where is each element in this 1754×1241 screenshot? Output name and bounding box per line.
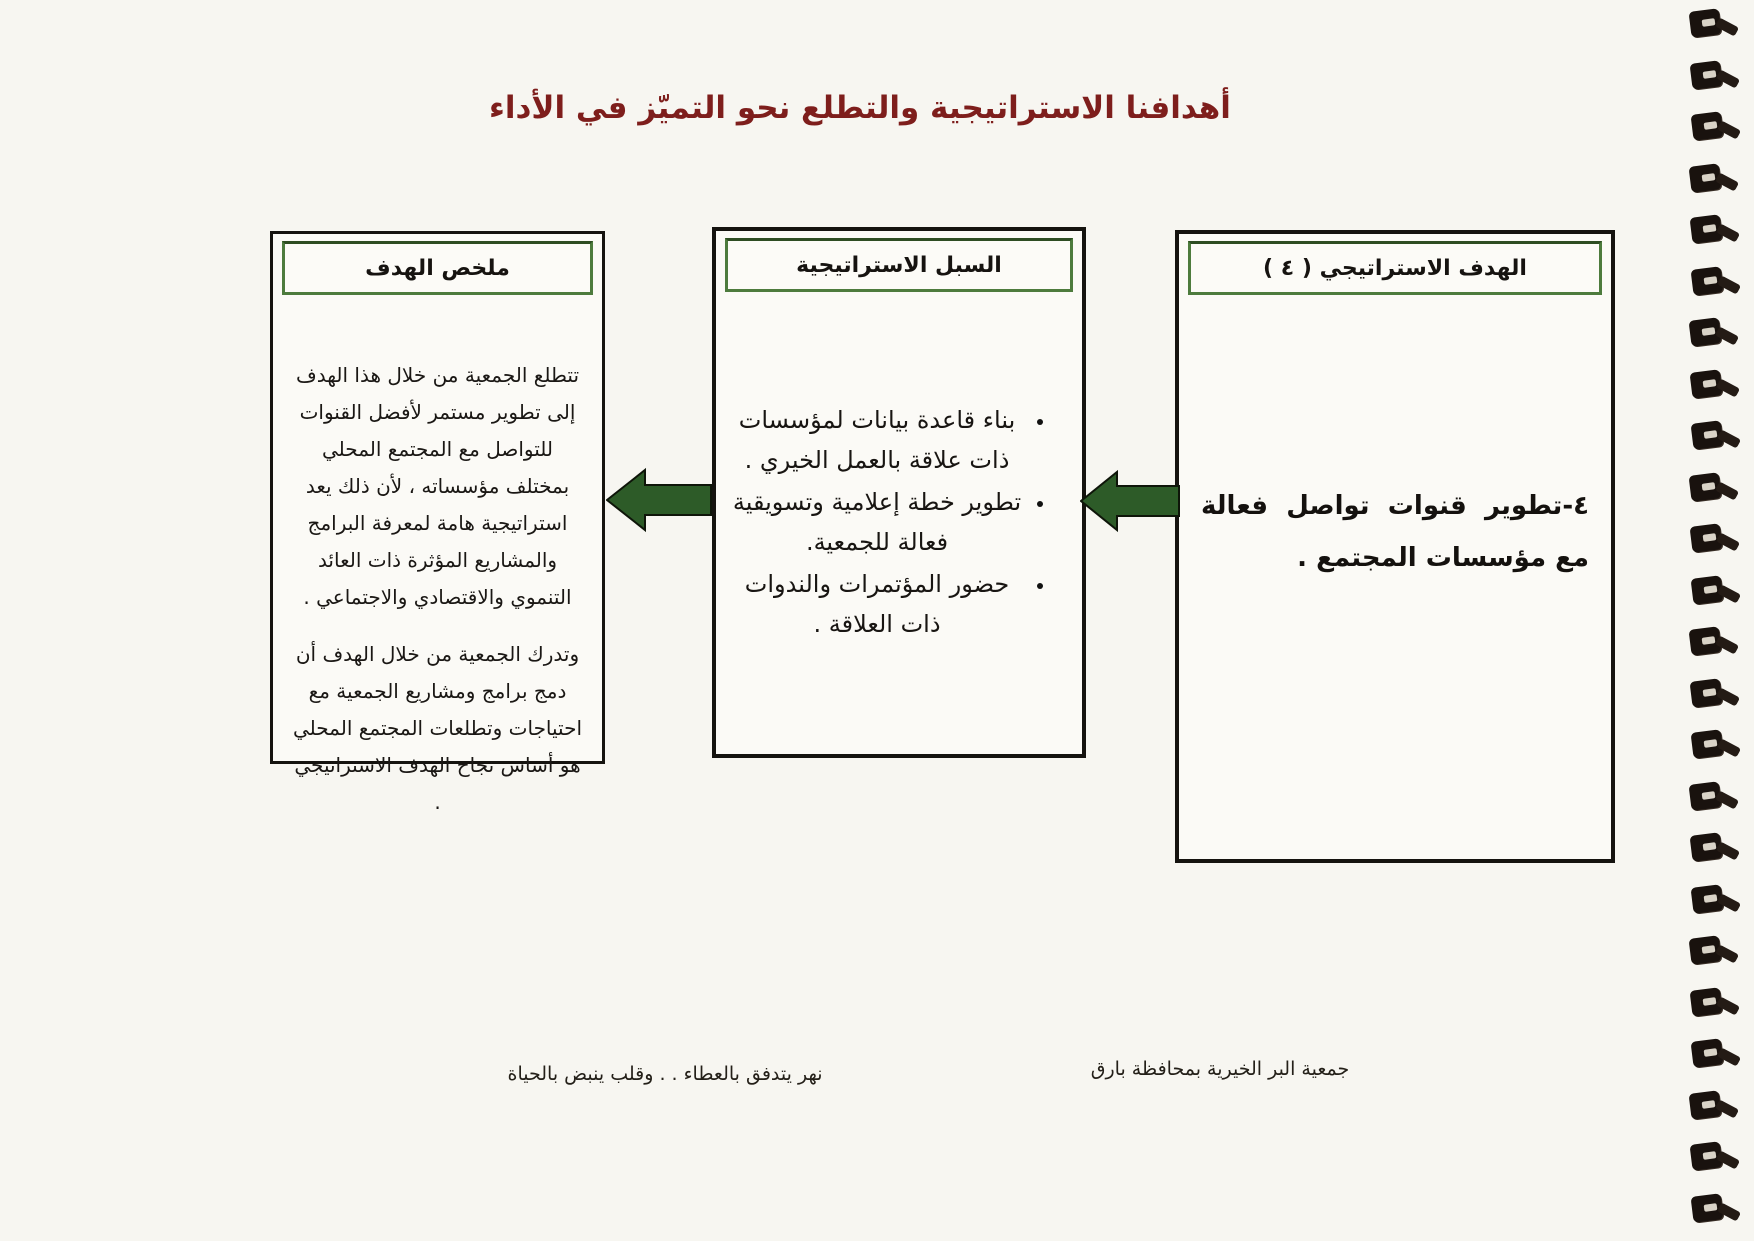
binding-loop-icon	[1690, 575, 1754, 609]
binding-loop-icon	[1689, 214, 1753, 248]
binding-loop-icon	[1689, 60, 1753, 94]
binding-loop-icon	[1690, 884, 1754, 918]
binding-loop-icon	[1689, 1141, 1753, 1175]
binding-loop-icon	[1689, 369, 1753, 403]
binding-loop-icon	[1690, 420, 1754, 454]
binding-loop-icon	[1688, 317, 1752, 351]
binding-loop-icon	[1688, 935, 1752, 969]
binding-loop-icon	[1688, 8, 1752, 42]
strategic-means-header: السبل الاستراتيجية	[725, 238, 1073, 292]
strategic-goal-box	[1175, 230, 1615, 863]
list-item: • حضور المؤتمرات والندوات ذات العلاقة .	[730, 564, 1024, 644]
page-title: أهدافنا الاستراتيجية والتطلع نحو التميّز في الأداء	[489, 90, 1231, 126]
strategic-means-list	[730, 400, 1052, 644]
goal-summary-box	[270, 231, 605, 814]
goal-summary-body	[289, 357, 586, 821]
strategic-goal-header: الهدف الاستراتيجي ( ٤ )	[1188, 241, 1602, 295]
summary-paragraph-1: تتطلع الجمعية من خلال هذا الهدف إلى تطوير مستمر لأفضل القنوات للتواصل مع المجتمع المحلي بمختلف مؤسساته ، لأن ذلك يعد استراتيجية هامة لمعرفة البرامج والمشاريع المؤثرة ذات العائد التنموي والاقتصادي والاجتماعي .	[295, 363, 580, 609]
footer-slogan: نهر يتدفق بالعطاء . . وقلب ينبض بالحياة	[507, 1063, 823, 1085]
summary-paragraph-2: وتدرك الجمعية من خلال الهدف أن دمج برامج ومشاريع الجمعية مع احتياجات وتطلعات المجتمع المحلي هو أساس نجاح الهدف الاستراتيجي .	[292, 642, 583, 814]
list-item: • بناء قاعدة بيانات لمؤسسات ذات علاقة بالعمل الخيري .	[730, 400, 1024, 480]
binding-loop-icon	[1688, 1090, 1752, 1124]
strategic-goal-line2: مع مؤسسات المجتمع .	[1297, 543, 1589, 573]
binding-loop-icon	[1688, 163, 1752, 197]
binding-loop-icon	[1690, 111, 1754, 145]
goal-summary-header: ملخص الهدف	[282, 241, 593, 295]
strategic-means-box	[712, 227, 1086, 758]
binding-loop-icon	[1688, 781, 1752, 815]
binding-loop-icon	[1690, 266, 1754, 300]
list-item: • تطوير خطة إعلامية وتسويقية فعالة للجمعية.	[730, 482, 1024, 562]
left-arrow-icon	[606, 467, 712, 533]
binding-loop-icon	[1689, 987, 1753, 1021]
left-arrow-icon	[1080, 469, 1180, 533]
binding-loop-icon	[1688, 626, 1752, 660]
binding-loop-icon	[1690, 1038, 1754, 1072]
binding-loop-icon	[1690, 1193, 1754, 1227]
strategic-goal-line1: ٤-تطوير قنوات تواصل فعالة	[1201, 491, 1589, 521]
footer-organization-name: جمعية البر الخيرية بمحافظة بارق	[1090, 1058, 1350, 1080]
binding-loop-icon	[1690, 729, 1754, 763]
strategic-goal-body	[1201, 480, 1589, 584]
binding-loop-icon	[1689, 523, 1753, 557]
binding-loop-icon	[1689, 832, 1753, 866]
spiral-binding	[1684, 0, 1754, 1241]
binding-loop-icon	[1689, 678, 1753, 712]
binding-loop-icon	[1688, 472, 1752, 506]
